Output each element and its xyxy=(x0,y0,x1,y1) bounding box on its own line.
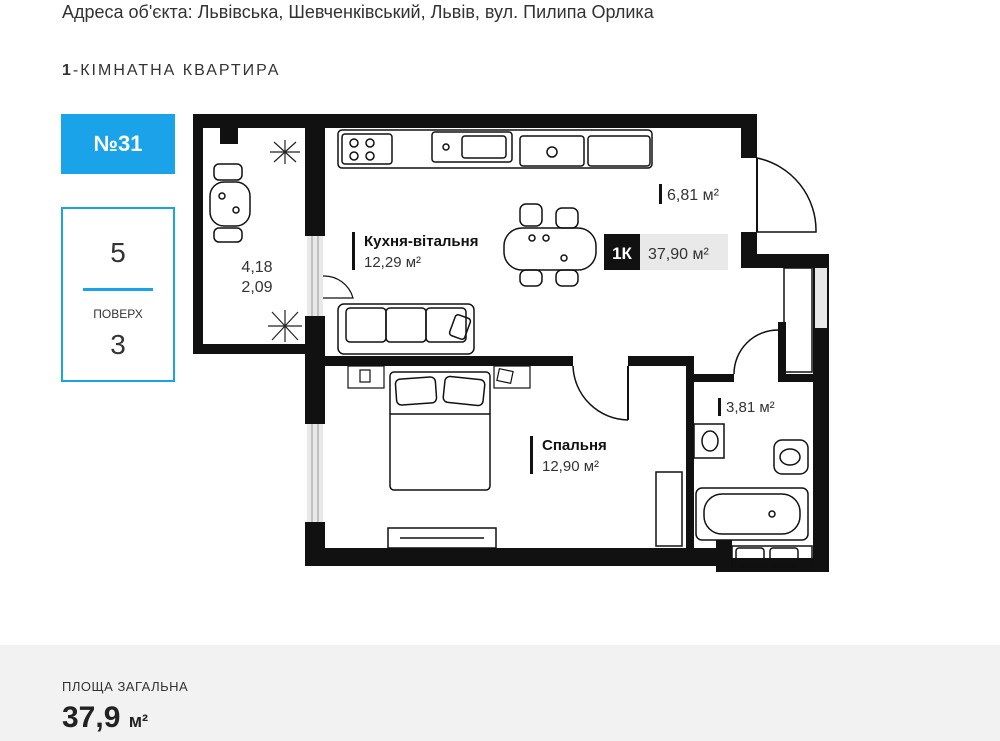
total-area-panel xyxy=(0,645,1000,741)
kitchen-area: 12,29 м² xyxy=(364,254,422,271)
dining-table xyxy=(504,204,596,286)
wall xyxy=(305,316,325,354)
total-area-unit: м² xyxy=(128,711,149,731)
wall xyxy=(741,232,757,256)
floor-label: ПОВЕРХ xyxy=(93,307,143,321)
bedroom-area: 12,90 м² xyxy=(542,458,600,475)
kitchen-name: Кухня-вітальня xyxy=(364,233,479,250)
label-marker xyxy=(718,398,721,416)
wall xyxy=(220,114,238,144)
wall xyxy=(305,114,325,236)
balcony-door xyxy=(323,276,353,298)
wall xyxy=(741,114,757,158)
wall xyxy=(628,356,686,366)
wall xyxy=(686,356,694,550)
kitchen-counter xyxy=(338,130,652,168)
wall xyxy=(540,548,608,566)
window xyxy=(307,424,323,522)
apartment-number-badge: №31 xyxy=(61,114,175,174)
bedroom-door xyxy=(573,366,628,420)
rooms-count: 1 xyxy=(62,62,73,79)
bath-area: 3,81 м² xyxy=(726,399,775,416)
nightstand xyxy=(348,366,530,388)
balcony-area-2: 2,09 xyxy=(241,279,273,296)
hall-area: 6,81 м² xyxy=(667,187,719,204)
balcony-area-1: 4,18 xyxy=(241,259,273,276)
tv-stand xyxy=(388,528,496,548)
wall xyxy=(305,548,730,566)
object-address: Адреса об'єкта: Львівська, Шевченківський, Львів, вул. Пилипа Орлика xyxy=(62,2,654,22)
total-area-value xyxy=(62,701,148,735)
area-badge-code: 1К xyxy=(612,244,632,263)
wall xyxy=(778,322,786,382)
wall xyxy=(193,344,323,354)
wall xyxy=(193,114,203,354)
wall xyxy=(193,114,757,128)
total-area-number: 37,9 xyxy=(62,701,121,734)
entrance-door xyxy=(757,158,816,232)
bedroom-name: Спальня xyxy=(542,437,607,454)
bath-fixtures xyxy=(694,424,812,568)
plant-icon xyxy=(268,310,302,342)
label-marker xyxy=(530,436,533,474)
wall xyxy=(305,356,573,366)
wall xyxy=(305,522,325,566)
window xyxy=(307,236,323,316)
bed xyxy=(390,372,490,490)
wall xyxy=(786,374,816,382)
apartment-type-text: -КІМНАТНА КВАРТИРА xyxy=(72,62,281,79)
floor-current: 3 xyxy=(110,329,126,360)
wall xyxy=(694,374,734,382)
bath-door xyxy=(734,330,778,374)
floors-total: 5 xyxy=(110,237,126,268)
label-marker xyxy=(659,184,662,204)
plant-icon xyxy=(270,140,300,164)
total-area-label: ПЛОЩА ЗАГАЛЬНА xyxy=(62,679,189,694)
balcony-table xyxy=(210,164,250,242)
sofa xyxy=(338,304,474,354)
area-badge-area: 37,90 м² xyxy=(648,246,709,263)
window xyxy=(815,268,827,328)
label-marker xyxy=(352,232,355,270)
washer xyxy=(520,136,584,166)
